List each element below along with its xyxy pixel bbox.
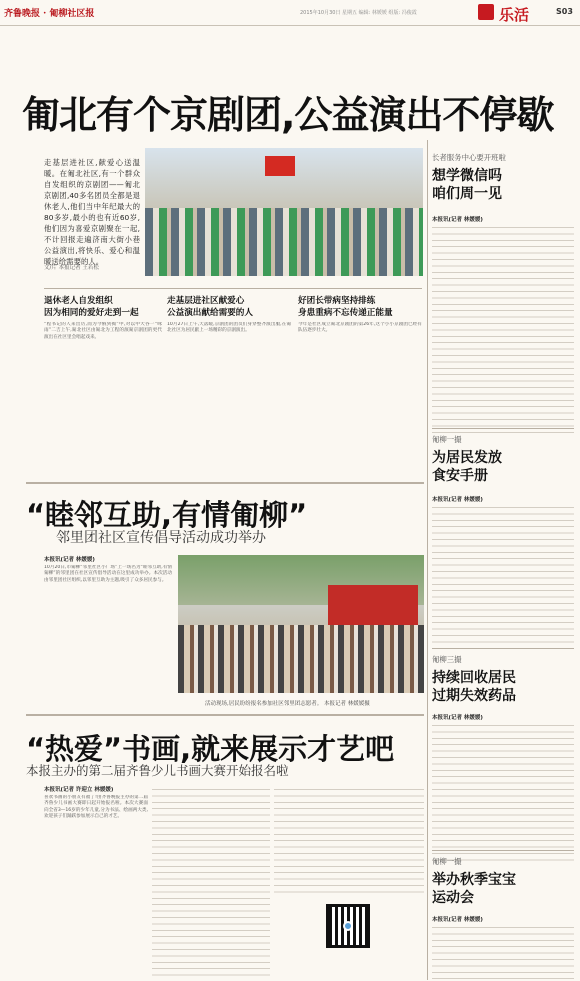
- section-name: 乐活: [499, 6, 530, 24]
- story3-byline: 本报讯(记者 许迎立 林媛媛): [44, 787, 114, 793]
- story1-col2-text: 10月27日上午,天落暖,京剧团的团员们身穿整齐演出服,在匍北社区为居民献上一场精彩的京剧演出。: [167, 322, 291, 334]
- sidebar-item-4: [432, 856, 574, 981]
- sidebar-rule-1: [432, 428, 574, 429]
- sidebar-item-1-kicker: 长者服务中心要开班啦: [432, 153, 506, 162]
- qr-logo-icon: [343, 921, 353, 931]
- story3-col3-text: [274, 785, 424, 895]
- sidebar-item-4-byline: 本报讯(记者 林媛媛): [432, 917, 483, 923]
- sidebar-divider: [427, 140, 428, 980]
- story1-col1-text: “程书记的人来出历,而为今俄到揭”中,对以中大谷一“咏雨”二吉上午,匍北社区由匍北为工程的演匍京剧团的更代演出在社区里会唱起戏来。: [44, 322, 162, 340]
- sidebar-item-3: [432, 654, 574, 861]
- page-header: [0, 0, 580, 26]
- red-flag-icon: [265, 156, 295, 176]
- story1-col2: [167, 296, 291, 448]
- sidebar-item-3-text: [432, 721, 574, 861]
- troupe-group-photo: [145, 208, 423, 276]
- sidebar-item-1-title: 想学微信吗 咱们周一见: [432, 168, 502, 202]
- newspaper-name: 齐鲁晚报 · 匍柳社区报: [4, 9, 95, 19]
- story1-col3-text: 今年是社区成立匍北京剧团的第26年,这个小小京剧团已经有队伍逐步壮大。: [298, 322, 422, 334]
- story2-byline: 本报讯(记者 林媛媛): [44, 557, 95, 563]
- story1-col2-head: 走基层进社区献爱心 公益演出献给需要的人: [167, 296, 253, 318]
- sidebar-item-2: [432, 434, 574, 653]
- story2-divider: [26, 482, 424, 484]
- qr-code-icon: [326, 904, 370, 948]
- story2-subtitle: 邻里团社区宣传倡导活动成功举办: [56, 530, 266, 546]
- story2-title: “睦邻互助,有情匍柳”: [26, 498, 308, 532]
- story1-col3: [298, 296, 422, 448]
- sidebar-item-2-text: [432, 503, 574, 653]
- sidebar-item-2-byline: 本报讯(记者 林媛媛): [432, 497, 483, 503]
- story3-divider: [26, 714, 424, 716]
- page-number: S03: [556, 7, 573, 16]
- sidebar-item-3-title: 持续回收居民 过期失效药品: [432, 670, 516, 704]
- sidebar-item-4-kicker: 匍柳一撮: [432, 857, 462, 866]
- event-banner-board: [328, 585, 418, 625]
- story1-byline: 文/片 本报记者 王若松: [44, 265, 99, 271]
- sidebar-rule-3: [432, 850, 574, 851]
- story3-title: “热爱”书画,就来展示才艺吧: [26, 732, 395, 766]
- story2-caption: 活动现场,居民纷纷报名参加社区邻里团志愿者。 本报记者 林媛媛摄: [205, 701, 370, 707]
- sidebar-rule-2: [432, 648, 574, 649]
- sidebar-item-2-title: 为居民发放 食安手册: [432, 450, 502, 484]
- issue-meta: 2015年10月30日 星期五 编辑: 林媛媛 组版: 冯俊霞: [300, 10, 417, 16]
- sidebar-item-1-byline: 本报讯(记者 林媛媛): [432, 217, 483, 223]
- story2-photo: [178, 555, 424, 693]
- story1-photo: [145, 148, 423, 276]
- story1-col1: [44, 296, 162, 448]
- sidebar-item-4-title: 举办秋季宝宝 运动会: [432, 872, 516, 906]
- story2-text-block: [44, 555, 172, 705]
- section-logo-icon: [478, 4, 494, 20]
- story3-subtitle: 本报主办的第二届齐鲁少儿书画大赛开始报名啦: [26, 763, 289, 778]
- sidebar-item-3-kicker: 匍柳三撮: [432, 655, 462, 664]
- story1-col1-head: 退休老人自发组织 因为相同的爱好走到一起: [44, 296, 139, 318]
- story2-body: 10月20日,市匍柳“邻里社区小广场”上一场名为“睦邻互助,有情匍柳”的邻里团在社区宣传倡导活动在这里成功举办。本次活动由邻里团社区组织,以邻里互助为主题,吸引了众多居民参与。: [44, 565, 172, 583]
- sidebar-item-1: [432, 152, 574, 433]
- sidebar-item-4-text: [432, 923, 574, 981]
- sidebar-item-2-kicker: 匍柳一撮: [432, 435, 462, 444]
- sidebar-item-3-byline: 本报讯(记者 林媛媛): [432, 715, 483, 721]
- story1-title: 匍北有个京剧团,公益演出不停歇: [22, 93, 554, 137]
- crowd-photo: [178, 625, 424, 693]
- story3-body: 喜欢书画的小朋友有福了!由齐鲁晚报主办的第二届齐鲁少儿书画大赛即日起开始报名啦。本次大赛面向全省3—16岁的少年儿童,分为书法、绘画两大类,欢迎孩子们踊跃参加展示自己的才艺。: [44, 795, 148, 820]
- story3-col1: [44, 785, 148, 980]
- sidebar-item-1-text: [432, 223, 574, 433]
- story1-lead: 走基层进社区,献爱心送温暖。在匍北社区,有一个群众自发组织的京剧团——匍北京剧团,40多名团员全都是退休老人,他们当中年纪最大的80多岁,最小的也有近60岁,他们因为喜爱京剧聚在一起,不计回报走遍济南大街小巷公益演出,将快乐、爱心和温暖送给需要的人。: [44, 158, 140, 266]
- story3-col2-text: [152, 785, 270, 977]
- story1-divider: [44, 288, 422, 289]
- story1-col3-head: 好团长带病坚持排练 身患重病不忘传递正能量: [298, 296, 393, 318]
